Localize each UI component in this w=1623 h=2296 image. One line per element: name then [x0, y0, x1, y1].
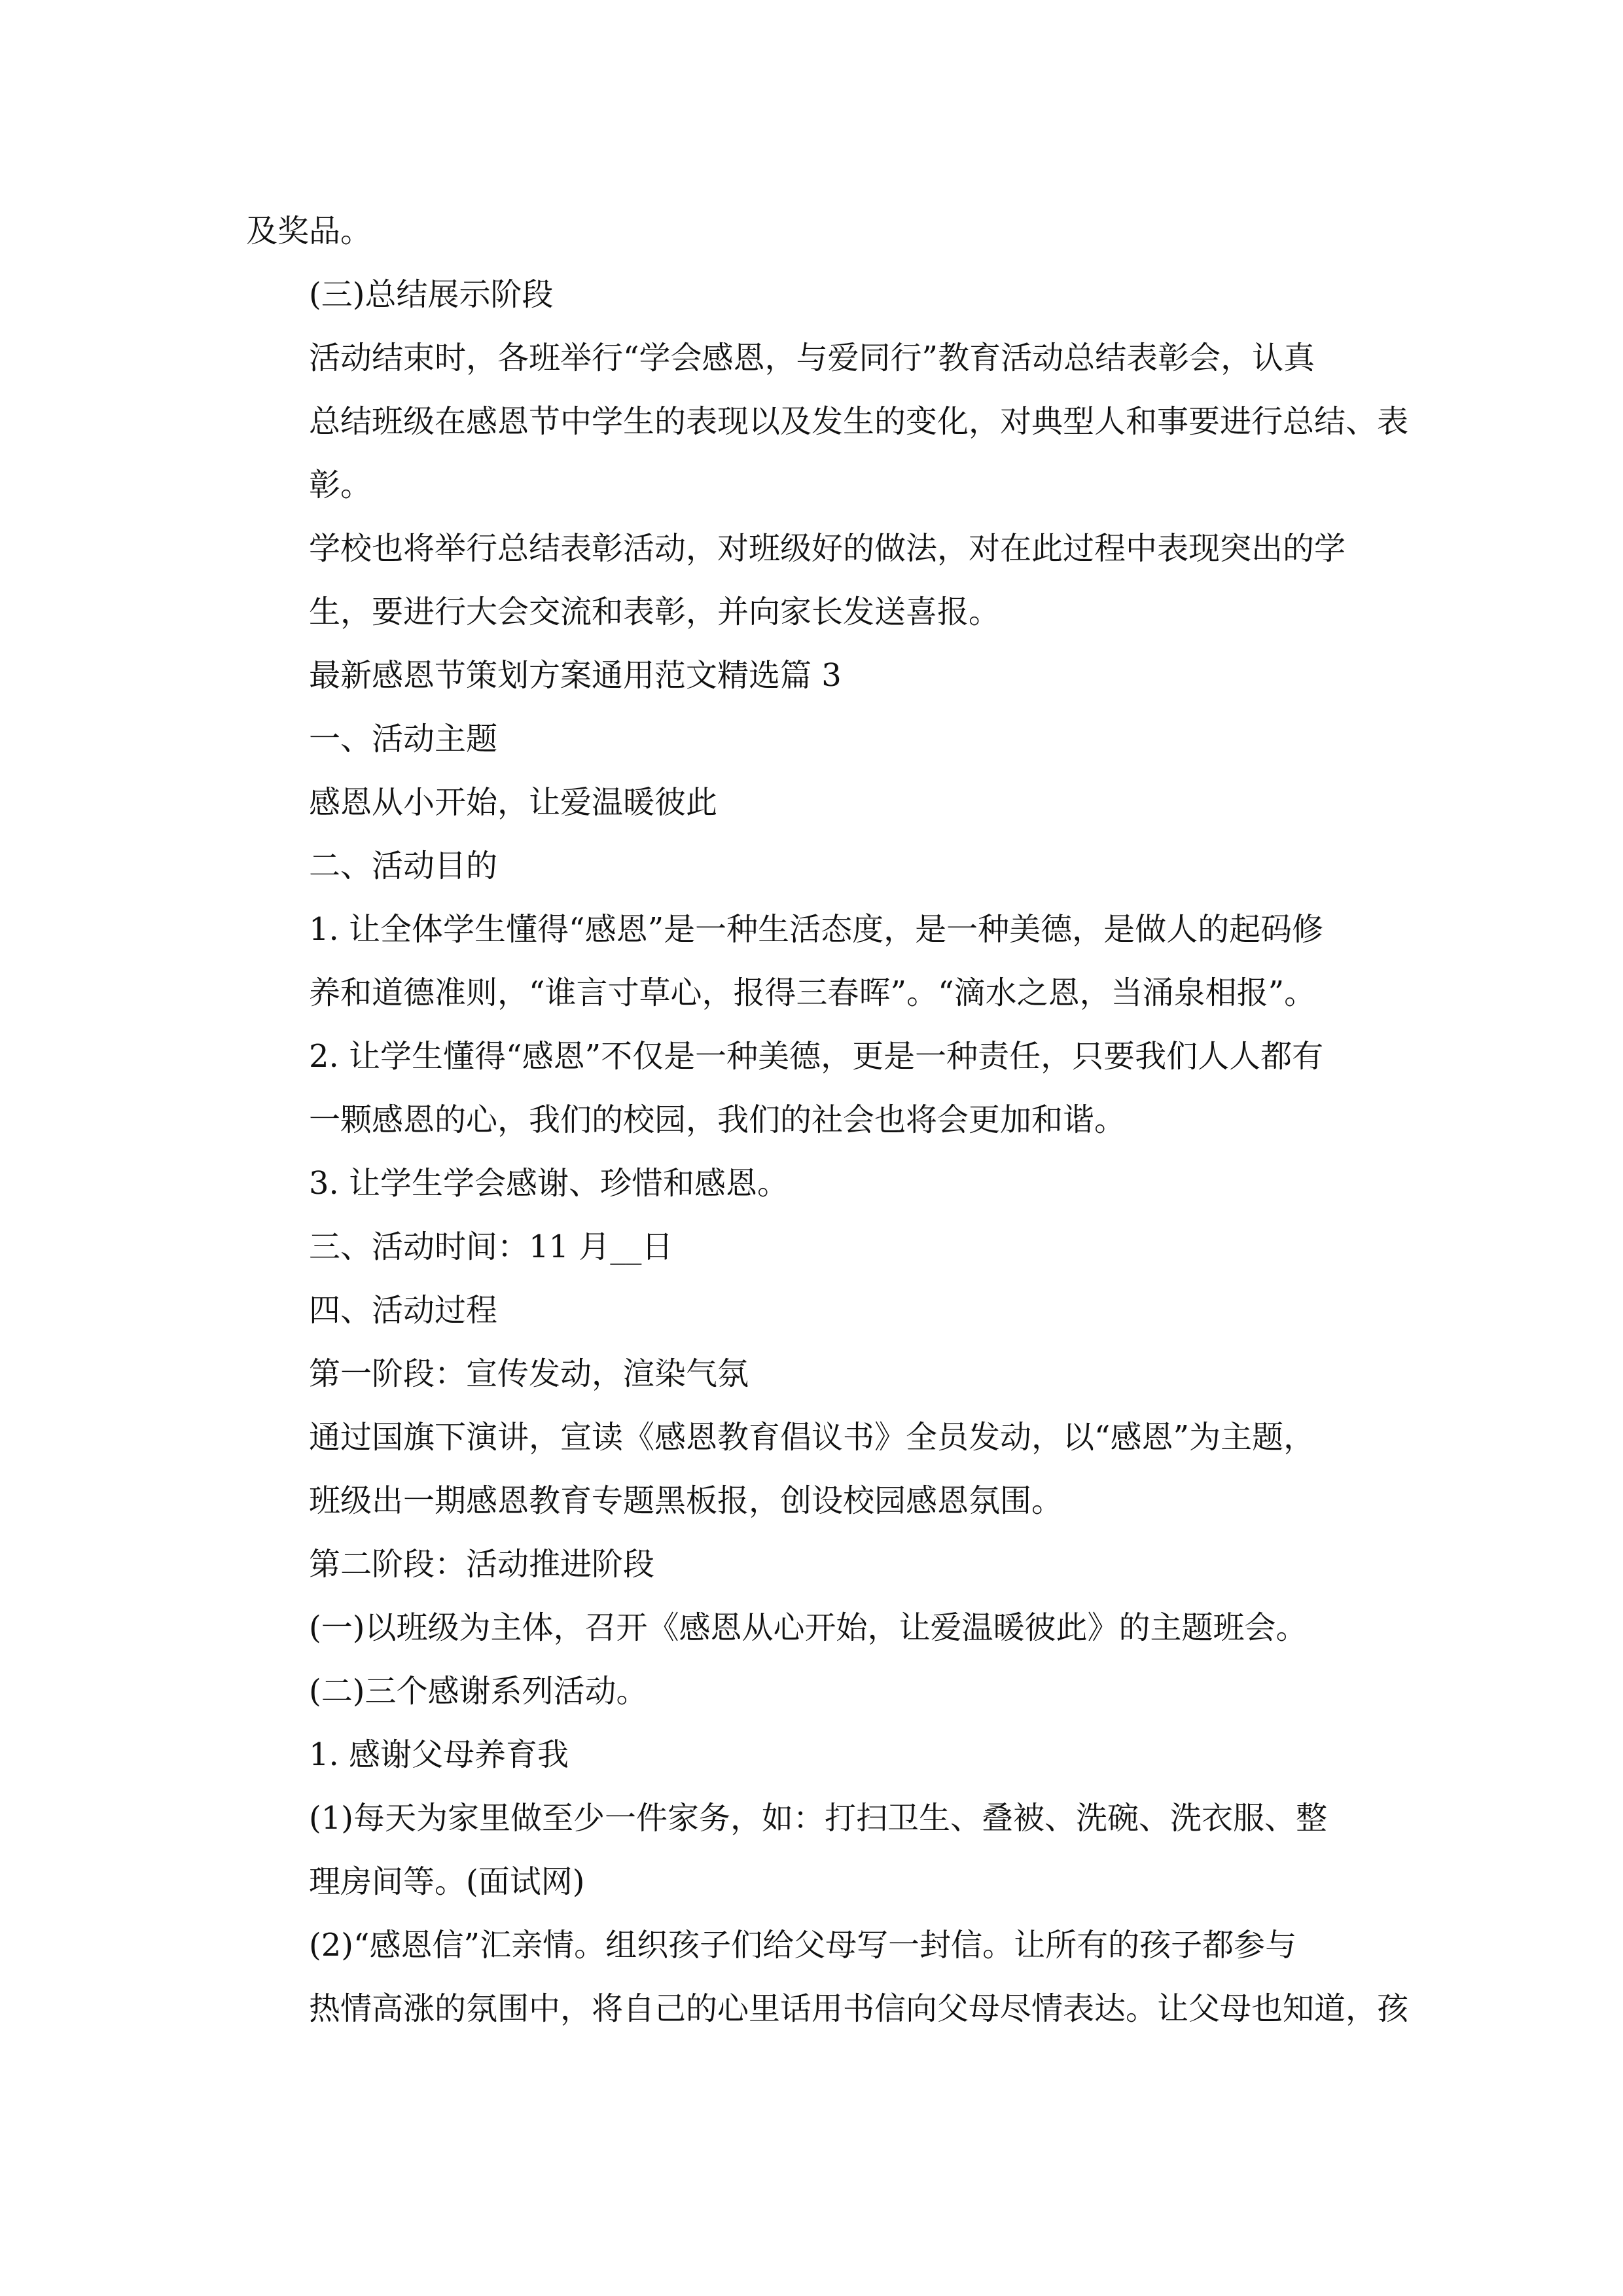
text-line: 班级出一期感恩教育专题黑板报，创设校园感恩氛围。 [309, 1482, 1063, 1519]
text-line: (二)三个感谢系列活动。 [309, 1673, 648, 1710]
text-line: 热情高涨的氛围中，将自己的心里话用书信向父母尽情表达。让父母也知道，孩 [309, 1990, 1409, 2027]
text-line: 3. 让学生学会感谢、珍惜和感恩。 [309, 1165, 789, 1202]
paragraph [246, 1342, 1380, 1406]
paragraph [246, 1279, 1380, 1342]
paragraph [246, 1596, 1380, 1660]
text-line: 通过国旗下演讲，宣读《感恩教育倡议书》全员发动，以“感恩”为主题， [309, 1419, 1315, 1456]
paragraph [246, 708, 1380, 771]
paragraph [246, 1660, 1380, 1723]
paragraph [246, 771, 1380, 834]
text-line: 最新感恩节策划方案通用范文精选篇 3 [309, 657, 842, 694]
text-line: 一颗感恩的心，我们的校园，我们的社会也将会更加和谐。 [309, 1102, 1126, 1138]
text-line: 总结班级在感恩节中学生的表现以及发生的变化，对典型人和事要进行总结、表 [309, 403, 1409, 440]
text-line: 生，要进行大会交流和表彰，并向家长发送喜报。 [309, 594, 1001, 630]
text-line: 四、活动过程 [309, 1292, 498, 1329]
paragraph [246, 1152, 1380, 1215]
paragraph [246, 200, 1380, 263]
text-line: 三、活动时间：11 月__日 [309, 1229, 673, 1265]
text-line: 养和道德准则，“谁言寸草心，报得三春晖”。“滴水之恩，当涌泉相报”。 [309, 975, 1316, 1011]
text-line: 2. 让学生懂得“感恩”不仅是一种美德，更是一种责任，只要我们人人都有 [309, 1038, 1324, 1075]
document-body [246, 200, 1409, 2041]
text-line: (三)总结展示阶段 [309, 276, 554, 313]
text-line: 一、活动主题 [309, 721, 498, 757]
paragraph [246, 834, 1380, 898]
paragraph [246, 1533, 1380, 1596]
text-line: 活动结束时，各班举行“学会感恩，与爱同行”教育活动总结表彰会，认真 [309, 340, 1315, 376]
text-line: 第一阶段：宣传发动，渲染气氛 [309, 1355, 749, 1392]
paragraph [246, 1787, 1380, 1914]
paragraph [246, 517, 1380, 644]
text-line: 1. 让全体学生懂得“感恩”是一种生活态度，是一种美德，是做人的起码修 [309, 911, 1324, 948]
paragraph [246, 1914, 1409, 2041]
paragraph [246, 1215, 1380, 1279]
text-line: 感恩从小开始，让爱温暖彼此 [309, 784, 718, 821]
text-line: 及奖品。 [246, 213, 372, 249]
text-line: (1)每天为家里做至少一件家务，如：打扫卫生、叠被、洗碗、洗衣服、整 [309, 1800, 1327, 1837]
text-line: 第二阶段：活动推进阶段 [309, 1546, 655, 1583]
text-line: 学校也将举行总结表彰活动，对班级好的做法，对在此过程中表现突出的学 [309, 530, 1346, 567]
text-line: (一)以班级为主体，召开《感恩从心开始，让爱温暖彼此》的主题班会。 [309, 1609, 1308, 1646]
text-line: 理房间等。(面试网) [309, 1863, 585, 1900]
paragraph [246, 1025, 1380, 1152]
text-line: 二、活动目的 [309, 848, 498, 884]
paragraph [246, 1406, 1380, 1533]
paragraph [246, 898, 1380, 1025]
paragraph [246, 263, 1380, 327]
paragraph [246, 644, 1380, 708]
paragraph [246, 1723, 1380, 1787]
text-line: (2)“感恩信”汇亲情。组织孩子们给父母写一封信。让所有的孩子都参与 [309, 1927, 1297, 1964]
paragraph [246, 327, 1409, 517]
text-line: 1. 感谢父母养育我 [309, 1736, 569, 1773]
text-line: 彰。 [309, 467, 372, 503]
